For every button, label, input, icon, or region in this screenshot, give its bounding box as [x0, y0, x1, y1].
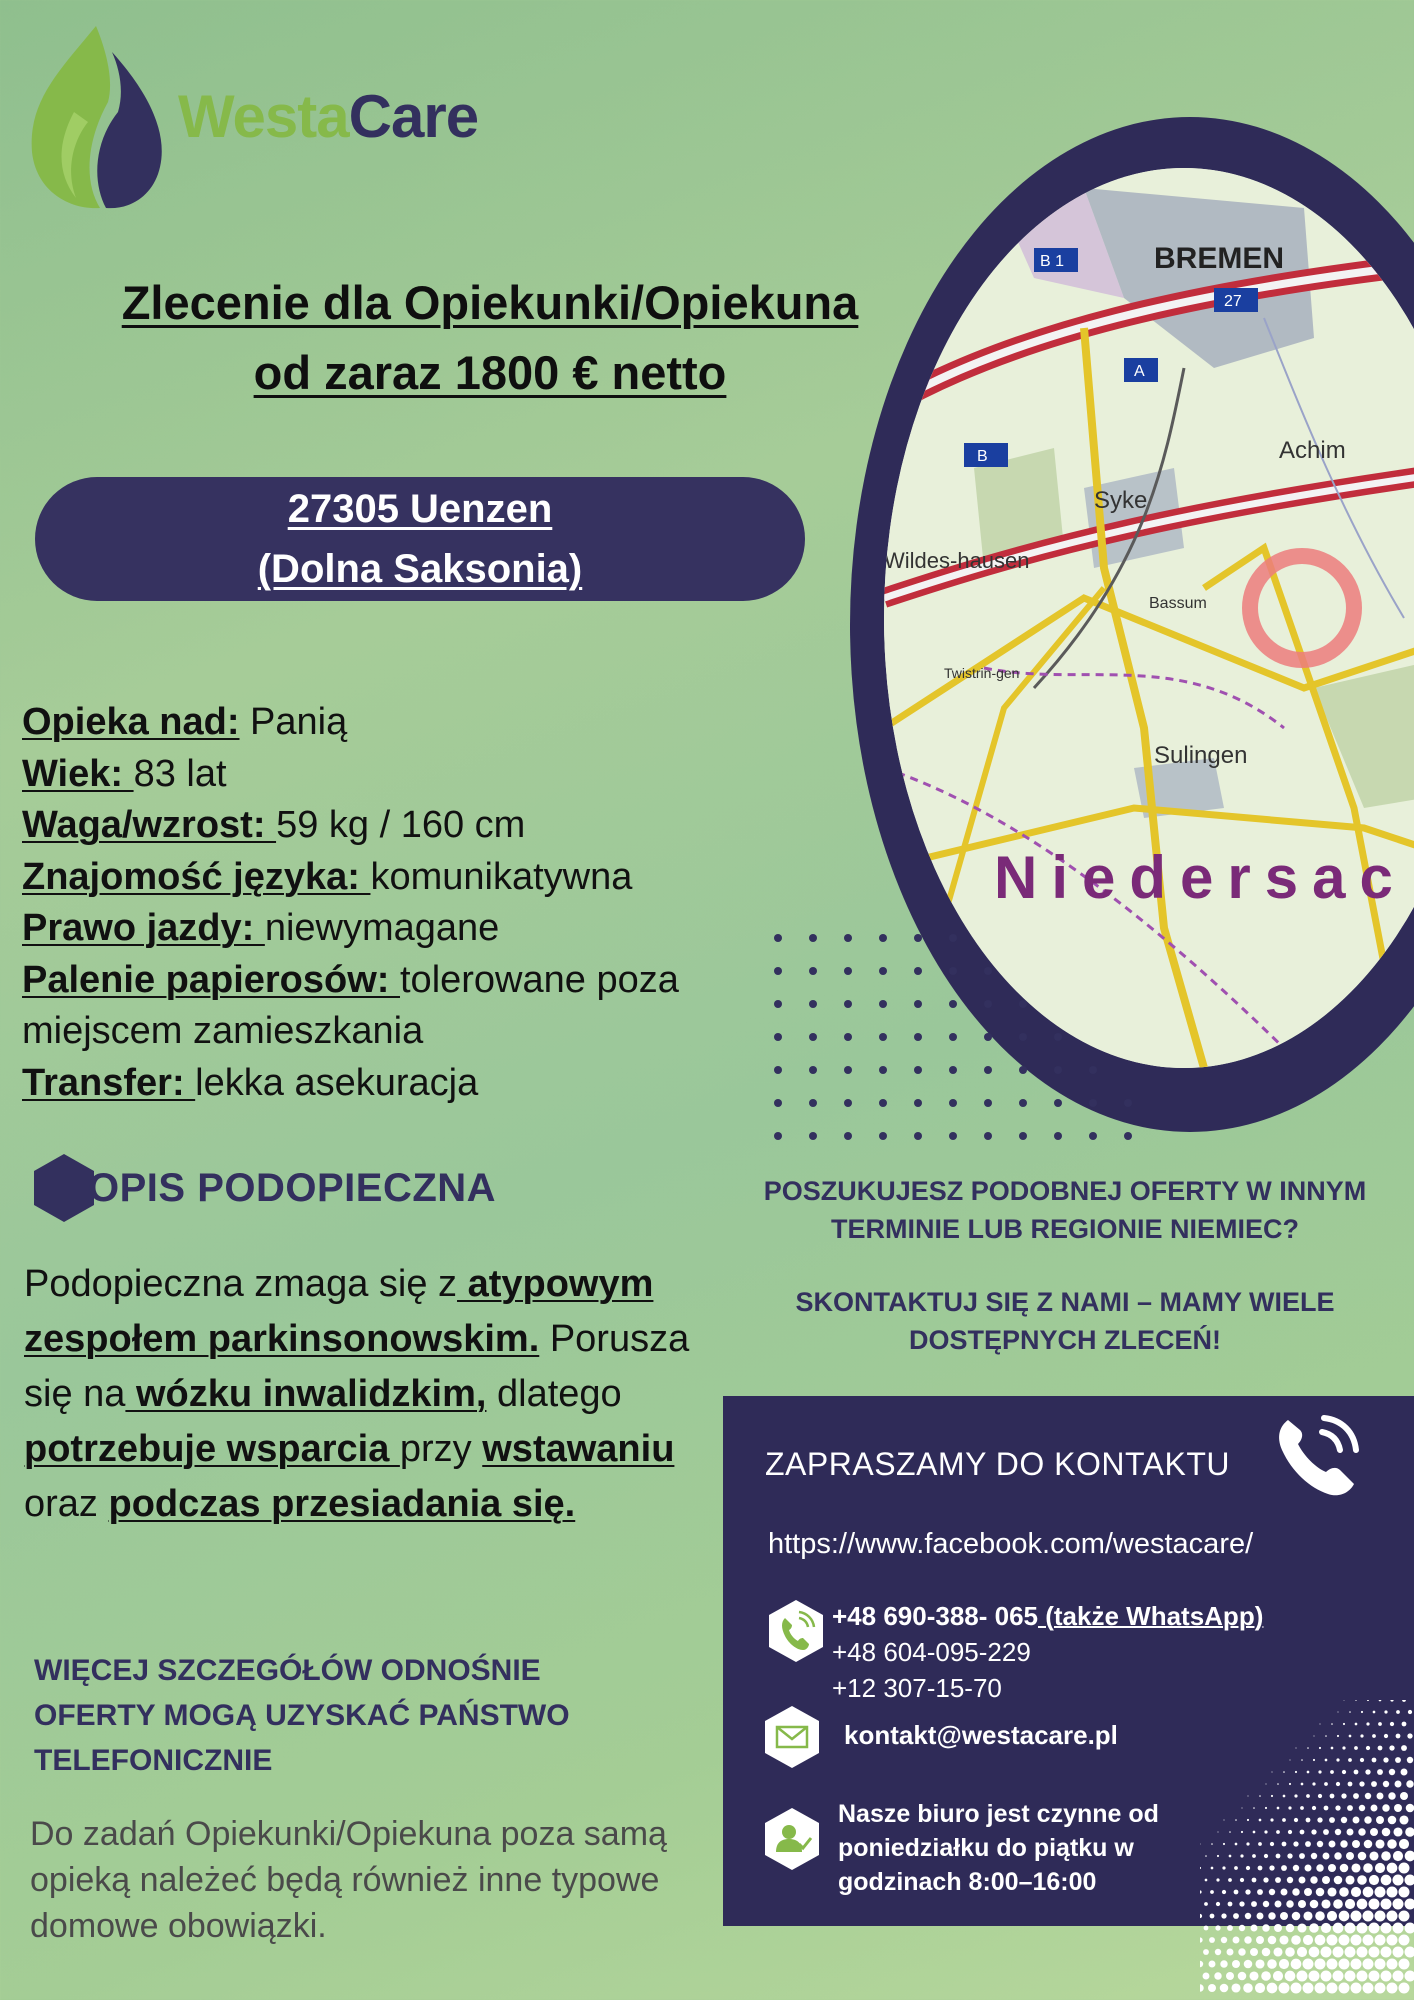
email-link[interactable]: kontakt@westacare.pl	[844, 1720, 1118, 1750]
detail-value: lekka asekuracja	[195, 1061, 479, 1104]
location-line2: (Dolna Saksonia)	[257, 547, 583, 591]
detail-label: Prawo jazdy:	[22, 907, 265, 949]
other-offers-question: POSZUKUJESZ PODOBNEJ OFERTY W INNYM TERMINIE LUB REGIONIE NIEMIEC?	[763, 1176, 1367, 1244]
page-title	[20, 268, 960, 408]
tasks-note: Do zadań Opiekunki/Opiekuna poza samą opieką należeć będą również inne typowe domowe obowiązki.	[30, 1815, 667, 1945]
location-line1: 27305 Uenzen	[287, 487, 553, 531]
map-road-number-1: B 1	[1040, 253, 1065, 270]
detail-value: komunikatywna	[370, 855, 633, 898]
map-label-town-3: Bassum	[1149, 595, 1207, 612]
phone-icon	[767, 1598, 825, 1664]
detail-value: tolerowane poza miejscem zamieszkania	[22, 958, 679, 1052]
section-heading-opis: OPIS PODOPIECZNA	[88, 1166, 497, 1210]
desc-emphasis: wstawaniu	[482, 1428, 675, 1470]
desc-text: Podopieczna zmaga się z	[24, 1263, 458, 1305]
map-road-number-4: B	[977, 448, 988, 465]
detail-row	[22, 1058, 722, 1110]
location-badge	[35, 477, 805, 601]
desc-emphasis: potrzebuje wsparcia	[24, 1428, 400, 1470]
detail-label: Opieka nad:	[22, 701, 240, 743]
detail-row	[22, 800, 722, 852]
detail-value: Panią	[239, 701, 348, 743]
westacare-logo-flame-icon	[28, 22, 168, 212]
desc-text: dlatego	[486, 1373, 622, 1415]
map-label-town-6: Twistrin-gen	[944, 665, 1020, 681]
brand-wordmark	[178, 82, 478, 151]
detail-label: Waga/wzrost:	[22, 804, 277, 846]
headline-line1: Zlecenie dla Opiekunki/Opiekuna	[121, 276, 859, 329]
decorative-halftone-pattern	[1200, 1700, 1414, 2000]
more-info-notice: WIĘCEJ SZCZEGÓŁÓW ODNOŚNIE OFERTY MOGĄ UZYSKAĆ PAŃSTWO TELEFONICZNIE	[34, 1654, 570, 1777]
map-road-number-2: 27	[1224, 293, 1242, 310]
map-label-region: Niedersac	[994, 844, 1407, 911]
detail-row	[22, 955, 722, 1058]
contact-cta: SKONTAKTUJ SIĘ Z NAMI – MAMY WIELE DOSTĘPNYCH ZLECEŃ!	[795, 1287, 1335, 1355]
phone-primary-row	[832, 1598, 1263, 1634]
desc-emphasis: podczas przesiadania się.	[108, 1483, 576, 1525]
detail-row	[22, 697, 722, 749]
detail-label: Wiek:	[22, 752, 134, 795]
offer-details-list	[22, 697, 722, 1109]
office-hours-person-icon	[763, 1806, 821, 1872]
detail-value: 59 kg / 160 cm	[276, 804, 526, 846]
desc-emphasis: atypowym zespołem parkinsonowskim.	[24, 1263, 654, 1360]
map-label-town-1: Achim	[1279, 437, 1346, 464]
detail-label: Palenie papierosów:	[22, 958, 400, 1001]
detail-row	[22, 852, 722, 904]
facebook-link[interactable]: https://www.facebook.com/westacare/	[768, 1528, 1254, 1560]
whatsapp-note: (także WhatsApp)	[1038, 1601, 1264, 1631]
headline-line2: od zaraz 1800 € netto	[253, 346, 727, 399]
map-label-town-2: Syke	[1094, 487, 1148, 514]
desc-text: oraz	[24, 1483, 109, 1525]
map-road-number-3: A	[1134, 363, 1145, 380]
office-hours: Nasze biuro jest czynne od poniedziałku do piątku w godzinach 8:00–16:00	[838, 1800, 1159, 1896]
detail-row	[22, 749, 722, 801]
detail-label: Znajomość języka:	[22, 855, 371, 898]
detail-value: niewymagane	[264, 907, 500, 949]
mail-icon	[763, 1704, 821, 1770]
phone-ringing-icon	[1266, 1402, 1366, 1502]
phone-numbers	[832, 1598, 1263, 1706]
patient-description	[24, 1257, 714, 1532]
map-label-city: BREMEN	[1154, 242, 1285, 275]
brand-name-part2: Care	[348, 83, 479, 150]
map-label-town-5: Wildes-hausen	[884, 548, 1030, 573]
brand-name-part1: Westa	[178, 83, 349, 150]
decorative-dot-grid	[770, 926, 1170, 1146]
desc-text: przy	[399, 1428, 483, 1470]
hexagon-bullet-icon	[32, 1152, 96, 1224]
phone-secondary[interactable]: +48 604-095-229	[832, 1637, 1031, 1667]
detail-label: Transfer:	[22, 1061, 196, 1104]
detail-value: 83 lat	[133, 752, 227, 795]
phone-primary[interactable]: +48 690-388- 065	[832, 1601, 1039, 1631]
contact-title: ZAPRASZAMY DO KONTAKTU	[765, 1446, 1230, 1482]
desc-text: Porusza się na	[24, 1318, 690, 1415]
desc-emphasis: wózku inwalidzkim,	[125, 1373, 487, 1415]
map-label-town-4: Sulingen	[1154, 742, 1248, 769]
phone-tertiary[interactable]: +12 307-15-70	[832, 1673, 1002, 1703]
detail-row	[22, 903, 722, 955]
